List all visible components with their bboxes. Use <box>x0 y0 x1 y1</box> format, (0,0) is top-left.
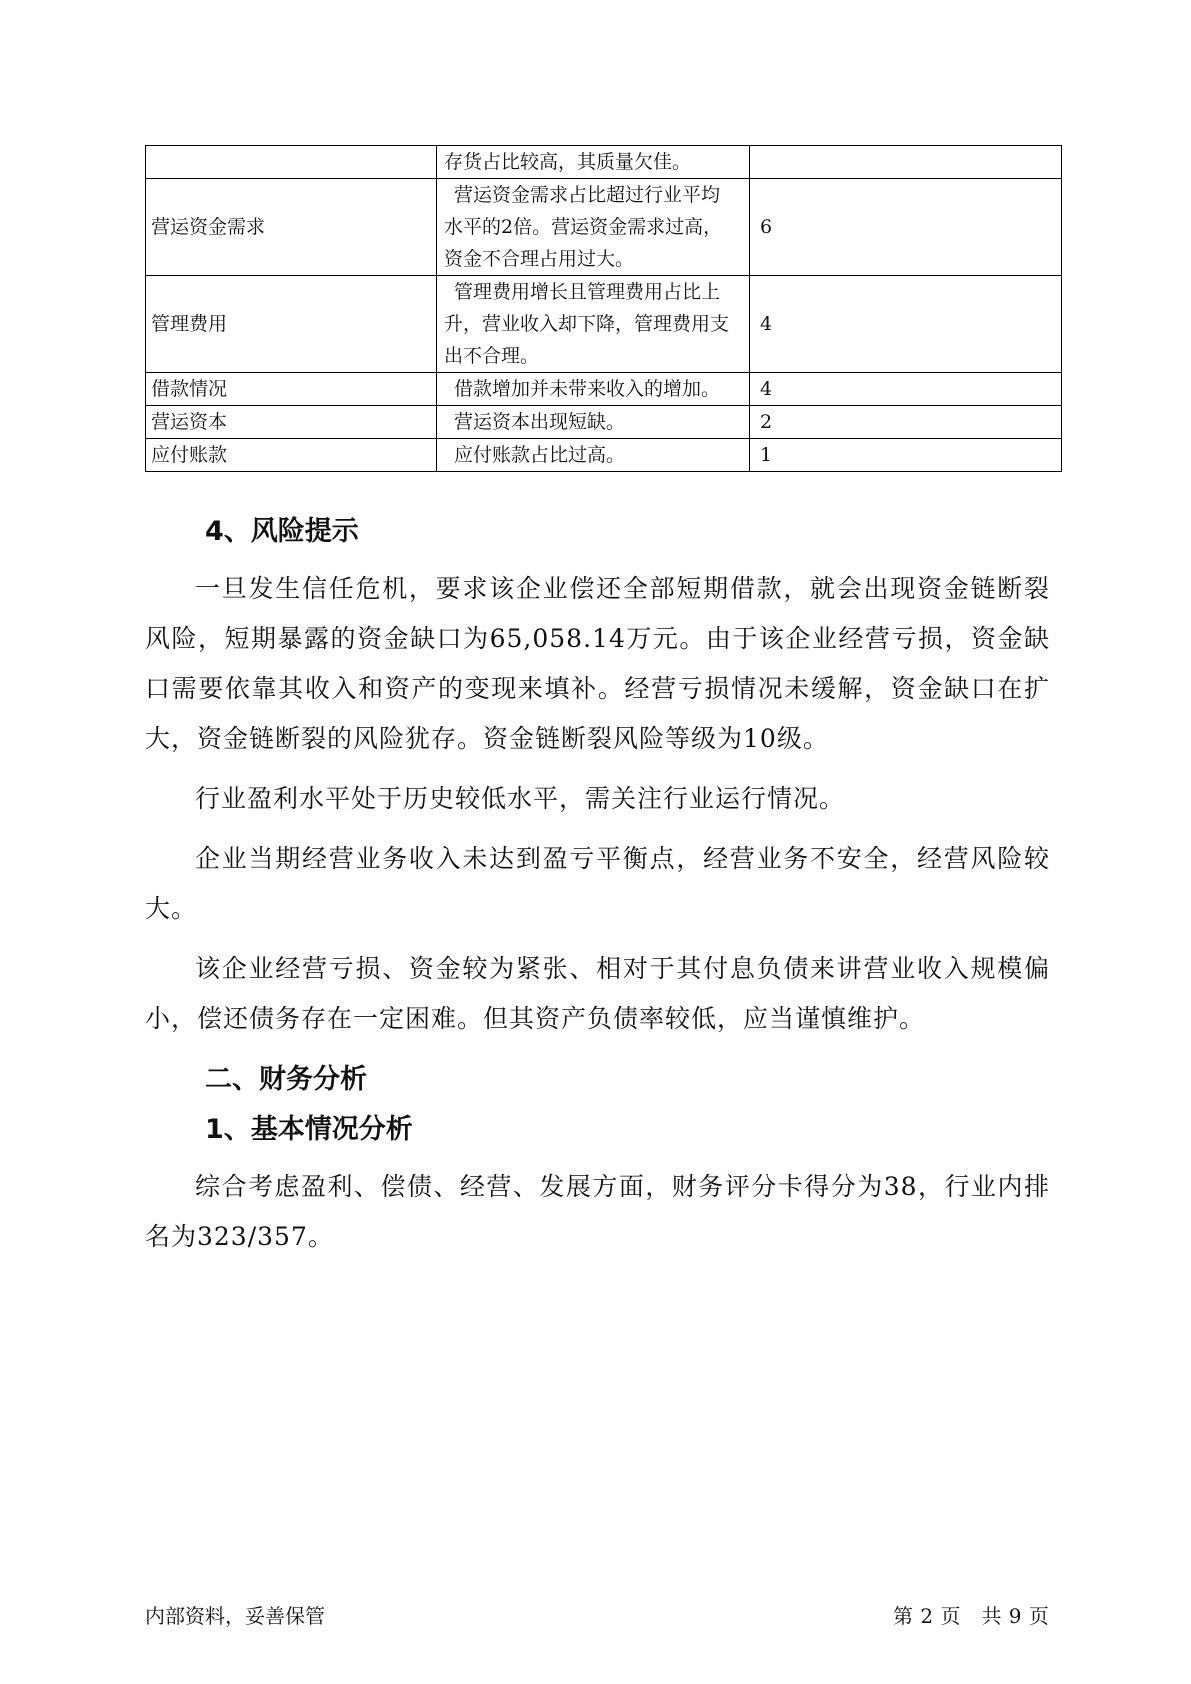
table-cell-score: 4 <box>750 373 1062 406</box>
table-cell-item: 营运资本 <box>146 406 437 439</box>
table-row <box>146 276 1062 373</box>
table-cell-item <box>146 146 437 179</box>
finance-section-heading: 二、财务分析 <box>205 1064 367 1095</box>
description-line: 管理费用增长且管理费用占比上 <box>454 281 721 303</box>
risk-paragraph: 一旦发生信任危机，要求该企业偿还全部短期借款，就会出现资金链断裂风险，短期暴露的资金缺口为65,058.14万元。由于该企业经营亏损，资金缺口需要依靠其收入和资产的变现来填补。经营亏损情况未缓解，资金缺口在扩大，资金链断裂的风险犹存。资金链断裂风险等级为10级。 <box>145 574 1050 753</box>
description-line: 营运资本出现短缺。 <box>454 411 626 433</box>
table-cell-score: 1 <box>750 439 1062 472</box>
table-row <box>146 406 1062 439</box>
description-line: 借款增加并未带来收入的增加。 <box>454 378 721 400</box>
table-cell-item: 营运资金需求 <box>146 179 437 276</box>
risk-section-body <box>145 564 1050 1044</box>
table-cell-description <box>437 276 750 373</box>
table-cell-item: 借款情况 <box>146 373 437 406</box>
risk-indicator-table <box>145 145 1062 472</box>
description-line: 营运资金需求占比超过行业平均 <box>454 184 721 206</box>
table-cell-description <box>437 439 750 472</box>
table-cell-description <box>437 146 750 179</box>
risk-paragraph: 企业当期经营业务收入未达到盈亏平衡点，经营业务不安全，经营风险较大。 <box>145 844 1050 923</box>
risk-paragraph: 行业盈利水平处于历史较低水平，需关注行业运行情况。 <box>195 784 846 813</box>
table-cell-description <box>437 179 750 276</box>
description-line: 存货占比较高，其质量欠佳。 <box>444 151 692 173</box>
table-row <box>146 179 1062 276</box>
basic-analysis-heading: 1、基本情况分析 <box>205 1114 413 1145</box>
finance-section-body <box>145 1162 1050 1262</box>
table-cell-item: 应付账款 <box>146 439 437 472</box>
footer-page-number: 第 2 页 共 9 页 <box>893 1604 1050 1628</box>
table-cell-description <box>437 373 750 406</box>
table-cell-score: 4 <box>750 276 1062 373</box>
table-cell-score <box>750 146 1062 179</box>
table-row <box>146 373 1062 406</box>
table-cell-item: 管理费用 <box>146 276 437 373</box>
footer-confidential-note: 内部资料，妥善保管 <box>145 1604 325 1628</box>
finance-paragraph: 综合考虑盈利、偿债、经营、发展方面，财务评分卡得分为38，行业内排名为323/357。 <box>145 1172 1050 1251</box>
description-line: 出不合理。 <box>444 345 540 367</box>
description-line: 升，营业收入却下降，管理费用支 <box>444 313 730 335</box>
risk-paragraph: 该企业经营亏损、资金较为紧张、相对于其付息负债来讲营业收入规模偏小，偿还债务存在一定困难。但其资产负债率较低，应当谨慎维护。 <box>145 954 1050 1033</box>
table-row <box>146 439 1062 472</box>
risk-section-heading: 4、风险提示 <box>205 516 359 547</box>
table-cell-description <box>437 406 750 439</box>
description-line: 资金不合理占用过大。 <box>444 248 635 270</box>
description-line: 水平的2倍。营运资金需求过高， <box>444 216 723 238</box>
table-cell-score: 2 <box>750 406 1062 439</box>
description-line: 应付账款占比过高。 <box>454 444 626 466</box>
table-cell-score: 6 <box>750 179 1062 276</box>
table-row <box>146 146 1062 179</box>
